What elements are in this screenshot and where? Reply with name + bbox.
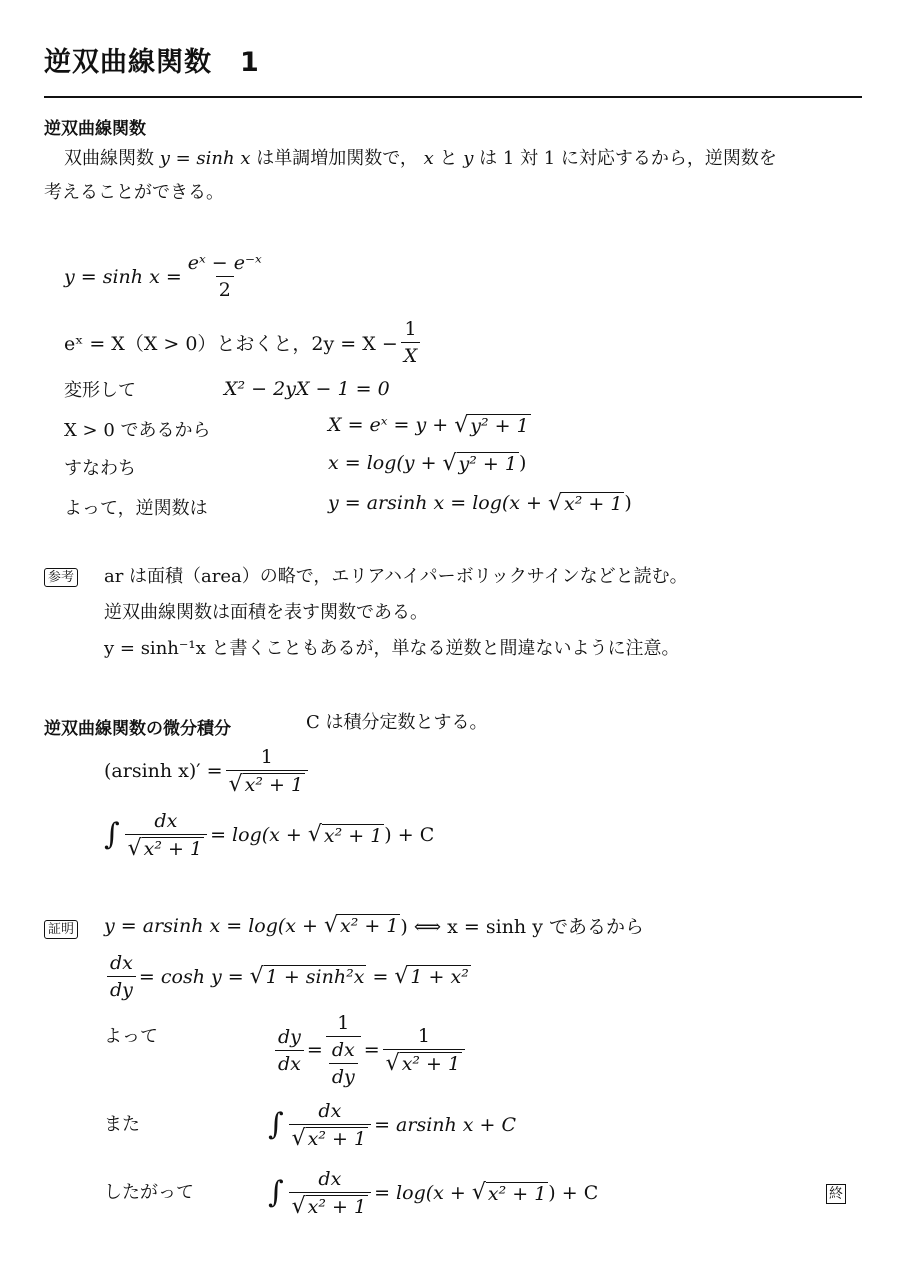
title-divider [44, 96, 862, 98]
proof-line1: y = arsinh x = log(x + √ x² + 1 ) ⟺ x = sinh y であるから [104, 912, 644, 938]
proof-also-label: また [104, 1114, 140, 1135]
quadratic-equation: X² − 2yX − 1 = 0 [224, 378, 390, 400]
note-line1: ar は面積（area）の略で，エリアハイパーボリックサインなどと読む。 [104, 566, 688, 587]
intro-paragraph-line1: 双曲線関数 y = sinh x は単調増加関数で， x と y は 1 対 1 に対応するから，逆関数を [64, 148, 777, 169]
log-solution-equation: x = log(y + √ y² + 1 ) [328, 450, 527, 476]
intro-paragraph-line2: 考えることができる。 [44, 182, 224, 203]
integral-formula: ∫ dx √ x² + 1 = log(x + √ x² + 1 ) + C [104, 810, 435, 861]
integration-constant-note: C は積分定数とする。 [306, 712, 488, 733]
substitution-equation: eˣ = X（X > 0）とおくと，2y = X − $\frac{1}{X}$ [64, 318, 423, 367]
note-line2: 逆双曲線関数は面積を表す関数である。 [104, 602, 428, 623]
note-line3: y = sinh⁻¹x と書くこともあるが，単なる逆数と間違ないように注意。 [104, 638, 680, 659]
integral-sign: ∫ [104, 817, 120, 853]
end-of-proof-mark: 終 [826, 1184, 846, 1204]
proof-hence-label: したがって [104, 1182, 194, 1203]
x-solution-equation: X = eˣ = y + √ y² + 1 [328, 412, 529, 438]
proof-tag: 証明 [44, 920, 78, 939]
derivative-formula: (arsinh x)′ = 1 √ x² + 1 [104, 746, 311, 796]
step-inverse-label: よって，逆関数は [64, 498, 208, 519]
step-namely-label: すなわち [64, 458, 136, 479]
step-transform-label: 変形して [64, 380, 136, 401]
proof-line5: ∫ dx √ x² + 1 = log(x + √ x² + 1 ) + C [268, 1168, 599, 1219]
definition-equation: y = sinh x = $\frac{\text{eˣ − e⁻ˣ}}{2}$ [64, 252, 262, 301]
proof-line3: $\frac{dy}{dx}$ = $\frac{1}{\frac{dx}{dy}}$ = 1 √ x² + 1 [272, 1012, 468, 1088]
section-heading-inverse-hyperbolic: 逆双曲線関数 [44, 119, 146, 139]
section-heading-calculus: 逆双曲線関数の微分積分 [44, 719, 231, 739]
proof-line4: ∫ dx √ x² + 1 = arsinh x + C [268, 1100, 517, 1151]
page-title: 逆双曲線関数 1 [44, 47, 260, 78]
proof-therefore-label: よって [104, 1026, 158, 1047]
step-positive-label: X > 0 であるから [64, 420, 211, 441]
note-tag: 参考 [44, 568, 78, 587]
proof-line2: $\frac{dx}{dy}$ = cosh y = √ 1 + sinh²x = √ 1 + x² [104, 952, 471, 1001]
arsinh-definition-equation: y = arsinh x = log(x + √ x² + 1 ) [328, 490, 632, 516]
